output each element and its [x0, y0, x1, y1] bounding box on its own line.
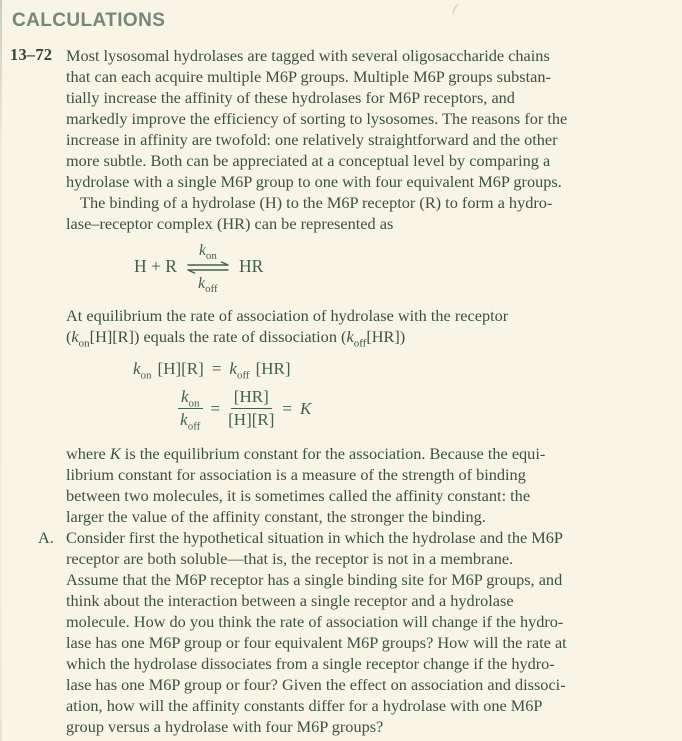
part-a-label: A.	[38, 527, 54, 547]
problem-body	[38, 45, 660, 737]
equilibrium-math-line: $(k_{on}[H][R])$ equals the rate of dissociation $(k_{off}[HR])$	[66, 327, 406, 350]
reactants-term: H + R	[134, 256, 177, 277]
rate-equality-equation: $k_{on}$ $[H][R] = k_{off}$ [HR]	[133, 359, 291, 382]
binding-paragraph: The binding of a hydrolase (H) to the M6P receptor (R) to form a hydro- lase–receptor complex (HR) can be represented as	[66, 193, 553, 233]
intro-paragraph: Most lysosomal hydrolases are tagged with several oligosaccharide chains that can each acquire multiple M6P groups. Multiple M6P groups substan- tially increase the affinity of these hydrolases for M6P receptors, and markedly improve the efficiency of sorting to lysosomes. The reasons for the increase in affinity are twofold: one relatively straightforward and the other more subtle. Both can be appreciated at a conceptual level by comparing a hydrolase with a single M6P group to one with four equivalent M6P groups.	[66, 46, 568, 191]
section-heading: CALCULATIONS	[12, 10, 166, 31]
reversible-harpoon-arrows-icon	[185, 261, 231, 274]
k-on-label: $k_{on}$	[198, 242, 217, 263]
equilibrium-paragraph: At equilibrium the rate of association of hydrolase with the receptor $(k_{on}[H][R])$ equals the rate of dissociation $(k_{off}[HR])$	[66, 305, 660, 347]
scan-edge-artifact	[0, 0, 2, 741]
part-a-text: Consider first the hypothetical situation in which the hydrolase and the M6P receptor are both soluble—that is, the receptor is not in a membrane. Assume that the M6P receptor has a single binding site for M6P groups, and think about the interaction between a single receptor and a hydrolase molecule. How do you think the rate of association will change if the hydro- lase has one M6P group or four equivalent M6P groups? How will the rate at which the hydrolase dissociates from a single receptor change if the hydro- lase has one M6P group or four? Given the effect on association and dissoci- ation, how will the affinity constants differ for a hydrolase with one M6P group versus a hydrolase with four M6P groups?	[66, 527, 567, 736]
rate-constant-ratio-fraction	[178, 387, 203, 431]
where-line-1: where K is the equilibrium constant for the association. Because the equi-	[66, 443, 546, 463]
fraction-denominator: [H][R]	[228, 410, 275, 430]
problem-number: 13–72	[10, 45, 53, 64]
part-a	[38, 527, 660, 737]
concentration-ratio-fraction	[228, 387, 274, 431]
fraction-numerator: $k_{on}$	[178, 387, 203, 409]
equilibrium-arrow-group	[185, 242, 231, 295]
where-paragraph: where K is the equilibrium constant for the association. Because the equi- librium constant for association is a measure of the strength of binding between two molecules, it is sometimes called the affinity constant: the larger the value of the affinity constant, the stronger the binding.	[66, 443, 660, 527]
equilibrium-constant-symbol: K	[300, 399, 312, 419]
k-off-label: $k_{off}$	[198, 274, 218, 295]
product-term: HR	[238, 256, 264, 277]
reaction-scheme-equation	[134, 242, 660, 295]
affinity-constant-equation: $\frac{k_{on}}{k_{off}}$ = $\frac{[HR]}{[H][R]}$ = K	[178, 387, 660, 431]
problem-13-72	[10, 45, 660, 737]
fraction-denominator: $k_{off}$	[180, 410, 201, 433]
fraction-numerator: [HR]	[231, 387, 272, 409]
